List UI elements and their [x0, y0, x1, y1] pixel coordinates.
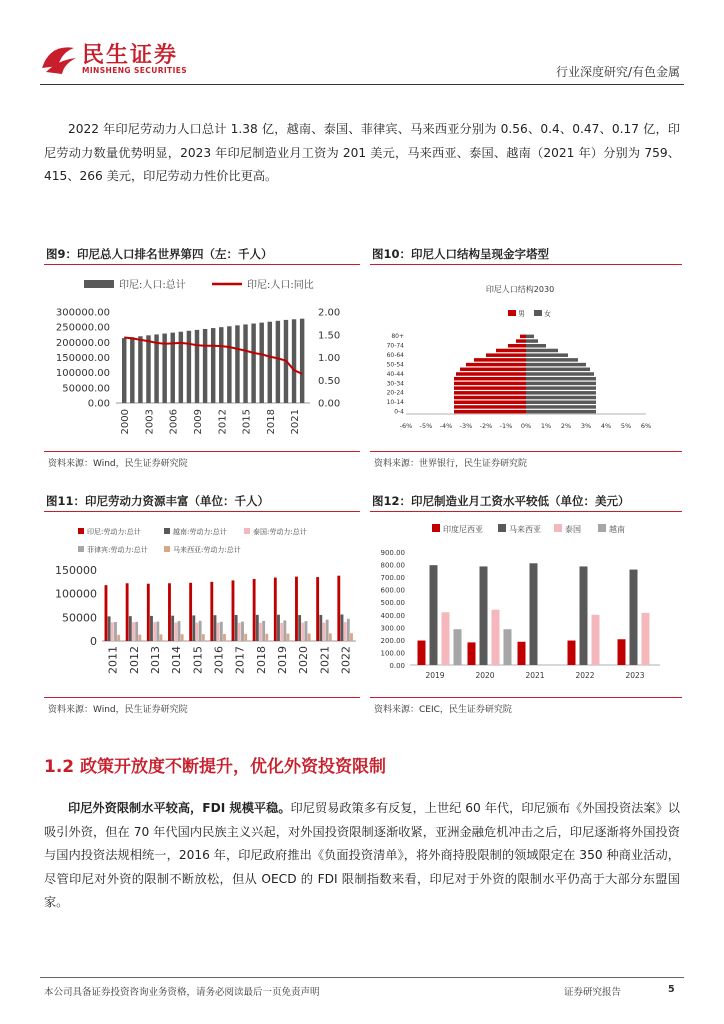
- bar-population: [195, 330, 199, 403]
- bar-labor-force: [202, 634, 205, 641]
- legend-label: 马来西亚: [509, 525, 541, 534]
- legend-label: 印尼:劳动力:总计: [87, 528, 141, 536]
- bar-labor-force: [347, 619, 350, 641]
- x-axis-tick: -1%: [499, 422, 513, 430]
- header-divider: [40, 84, 684, 85]
- bar-labor-force: [341, 614, 344, 641]
- y-axis-tick: 50000: [62, 611, 97, 625]
- bar-monthly-wage: [468, 642, 476, 665]
- y-axis-tick: 900.00: [380, 549, 405, 557]
- x-axis-tick: -2%: [479, 422, 493, 430]
- bar-labor-force: [337, 576, 340, 641]
- bar-labor-force: [168, 583, 171, 641]
- legend-swatch: [164, 546, 170, 552]
- bar-labor-force: [283, 620, 286, 641]
- fig12-bottom-rule: [370, 697, 682, 698]
- section-heading: 1.2 政策开放度不断提升，优化外资投资限制: [44, 757, 387, 777]
- x-axis-tick: -5%: [419, 422, 433, 430]
- age-tick: 80+: [391, 333, 404, 341]
- bar-labor-force: [256, 615, 259, 641]
- footer-disclaimer: 本公司具备证券投资咨询业务资格，请务必阅读最后一页免责声明: [44, 987, 320, 998]
- bar-monthly-wage: [592, 615, 600, 665]
- x-axis-tick: 2022: [339, 646, 353, 674]
- bar-labor-force: [232, 580, 235, 641]
- bar-labor-force: [196, 623, 199, 641]
- bar-population: [276, 321, 280, 403]
- x-axis-tick: 5%: [620, 422, 632, 430]
- x-axis-tick: -6%: [399, 422, 413, 430]
- x-axis-tick: 2012: [127, 646, 141, 674]
- bar-female: [526, 349, 558, 353]
- bar-labor-force: [287, 634, 290, 641]
- x-axis-tick: 2017: [233, 646, 247, 674]
- x-axis-tick: 2021: [318, 646, 332, 674]
- bar-male: [454, 410, 526, 414]
- bar-female: [526, 335, 534, 339]
- bar-female: [526, 405, 596, 409]
- bar-population: [251, 324, 255, 403]
- bar-monthly-wage: [492, 610, 500, 665]
- x-axis-tick: -4%: [439, 422, 453, 430]
- bar-labor-force: [238, 623, 241, 641]
- bar-labor-force: [189, 583, 192, 641]
- y-axis-tick: 400.00: [380, 611, 405, 620]
- x-axis-tick: 2018: [254, 646, 268, 674]
- bar-female: [526, 363, 586, 367]
- bar-labor-force: [265, 634, 268, 641]
- bar-female: [526, 382, 596, 386]
- brand-name-cn: 民生证券: [82, 43, 179, 68]
- bar-population: [227, 326, 231, 403]
- x-axis-tick: 2015: [191, 646, 205, 674]
- bar-female: [526, 368, 590, 372]
- bar-male: [456, 372, 526, 376]
- age-tick: 40-44: [386, 370, 404, 378]
- y-axis-tick: 300.00: [380, 624, 405, 633]
- bar-labor-force: [156, 622, 159, 641]
- fig9-source: 资料来源：Wind，民生证券研究院: [48, 459, 188, 469]
- y-axis-tick: 500.00: [380, 599, 405, 608]
- bar-labor-force: [259, 623, 262, 641]
- fig12-source: 资料来源：CEIC，民生证券研究院: [374, 705, 512, 715]
- bar-monthly-wage: [518, 642, 526, 665]
- bar-labor-force: [126, 583, 129, 641]
- brand-name-en: MINSHENG SECURITIES: [82, 66, 188, 75]
- x-axis-tick: 0%: [520, 422, 532, 430]
- bar-labor-force: [217, 623, 220, 641]
- legend-label-female: 女: [544, 310, 551, 318]
- legend-swatch: [498, 524, 506, 532]
- bar-labor-force: [220, 622, 223, 641]
- bar-labor-force: [132, 622, 135, 641]
- bar-labor-force: [244, 634, 247, 641]
- bar-monthly-wage: [630, 570, 638, 665]
- bar-female: [526, 372, 594, 376]
- fig9-title: 图9：印尼总人口排名世界第四（左：千人）: [46, 247, 273, 261]
- x-axis-tick: 6%: [640, 422, 652, 430]
- y-axis-tick: 800.00: [380, 561, 405, 570]
- bar-labor-force: [171, 616, 174, 641]
- right-axis-tick: 0.00: [318, 398, 341, 410]
- x-axis-tick: 2011: [106, 646, 120, 674]
- bar-population: [235, 325, 239, 403]
- policy-body: 印尼贸易政策多有反复，上世纪 60 年代，印尼颁布《外国投资法案》以吸引外资，但在 70 年代国内民族主义兴起，对外国投资限制逐渐收紧，亚洲金融危机冲击之后，印尼逐渐将外国投资与国内投资法规相统一，2016 年，印尼政府推出《负面投资清单》，将外商持股限制的领域限定在 350 种商业活动，尽管印尼对外资的限制不断放松，但从 OECD 的 FDI 限制指数来看，印尼对于外资的限制水平仍高于大部分东盟国家。: [44, 801, 680, 910]
- legend-swatch-population: [84, 280, 114, 288]
- x-axis-tick: 2021: [290, 409, 302, 435]
- footer-report-type: 证券研究报告: [564, 987, 622, 998]
- x-axis-tick: 2000: [120, 409, 132, 435]
- bar-labor-force: [329, 633, 332, 641]
- right-axis-tick: 0.50: [318, 375, 341, 387]
- fig10-chart: [370, 268, 682, 448]
- fig10-title: 图10：印尼人口结构呈现金字塔型: [372, 247, 550, 261]
- y-axis-tick: 200.00: [380, 636, 405, 645]
- fig10-source: 资料来源：世界银行，民生证券研究院: [374, 459, 528, 469]
- y-axis-tick: 600.00: [380, 586, 405, 595]
- bar-labor-force: [305, 621, 308, 641]
- fig9-top-rule: [44, 264, 360, 265]
- bar-labor-force: [135, 622, 138, 641]
- footer-divider: [40, 977, 684, 978]
- bar-population: [259, 323, 263, 403]
- fig11-chart: [44, 514, 362, 694]
- bar-male: [460, 368, 526, 372]
- legend-swatch: [78, 546, 84, 552]
- bar-monthly-wage: [530, 563, 538, 665]
- x-axis-tick: 2019: [275, 646, 289, 674]
- bar-monthly-wage: [442, 612, 450, 665]
- legend-swatch: [164, 528, 170, 534]
- bar-labor-force: [129, 616, 132, 641]
- bar-female: [526, 339, 538, 343]
- bar-male: [454, 386, 526, 390]
- legend-label-growth: 印尼:人口:同比: [247, 280, 314, 291]
- intro-paragraph: 2022 年印尼劳动力人口总计 1.38 亿，越南、泰国、菲律宾、马来西亚分别为 0.56、0.4、0.47、0.17 亿，印尼劳动力数量优势明显，2023 年印尼制造业月工资为 201 美元，马来西亚、泰国、越南（2021 年）分别为 759、415、266 美元，印尼劳动力性价比更高。: [44, 122, 680, 184]
- bar-population: [211, 328, 215, 403]
- bar-female: [526, 386, 596, 390]
- bar-female: [526, 396, 596, 400]
- bar-male: [454, 382, 526, 386]
- bar-labor-force: [235, 615, 238, 641]
- bar-labor-force: [192, 615, 195, 641]
- bar-labor-force: [199, 621, 202, 641]
- legend-label: 菲律宾:劳动力:总计: [87, 546, 148, 554]
- bar-labor-force: [350, 633, 353, 641]
- y-axis-tick: 150000: [55, 564, 97, 577]
- left-axis-tick: 150000.00: [55, 353, 110, 364]
- bar-monthly-wage: [568, 641, 576, 665]
- legend-label: 泰国: [565, 525, 581, 534]
- bar-male: [454, 400, 526, 404]
- y-axis-tick: 100000: [55, 587, 97, 601]
- bar-male: [496, 349, 526, 353]
- bar-male: [508, 344, 526, 348]
- fig12-title: 图12：印尼制造业月工资水平较低（单位：美元）: [372, 494, 630, 508]
- minsheng-logo-icon: [40, 42, 78, 76]
- bar-population: [219, 327, 223, 403]
- x-axis-tick: 2016: [212, 646, 226, 674]
- bar-population: [187, 331, 191, 403]
- bar-population: [300, 319, 304, 403]
- y-axis-tick: 700.00: [380, 574, 405, 583]
- legend-swatch: [432, 524, 440, 532]
- bar-female: [526, 358, 578, 362]
- left-axis-tick: 200000.00: [55, 337, 110, 349]
- bar-labor-force: [178, 621, 181, 641]
- legend-label: 越南:劳动力:总计: [173, 528, 227, 536]
- bar-monthly-wage: [454, 629, 462, 665]
- fig10-bottom-rule: [370, 451, 682, 452]
- x-axis-tick: 2020: [475, 671, 495, 680]
- fig10-top-rule: [370, 264, 682, 265]
- bar-labor-force: [323, 623, 326, 641]
- bar-labor-force: [223, 634, 226, 641]
- bar-labor-force: [280, 623, 283, 641]
- bar-monthly-wage: [618, 639, 626, 665]
- bar-labor-force: [138, 635, 141, 641]
- legend-swatch: [554, 524, 562, 532]
- bar-population: [154, 334, 158, 403]
- bar-labor-force: [117, 635, 120, 641]
- x-axis-tick: 2003: [144, 409, 156, 435]
- x-axis-tick: 2009: [193, 409, 205, 435]
- bar-labor-force: [181, 634, 184, 641]
- bar-monthly-wage: [480, 566, 488, 665]
- fig11-title: 图11：印尼劳动力资源丰富（单位：千人）: [46, 494, 270, 508]
- bar-population: [122, 338, 126, 403]
- x-axis-tick: 2013: [148, 646, 162, 674]
- bar-labor-force: [301, 623, 304, 641]
- bar-labor-force: [108, 616, 111, 641]
- legend-swatch: [244, 528, 250, 534]
- fig11-bottom-rule: [44, 697, 360, 698]
- bar-labor-force: [160, 634, 163, 641]
- legend-label: 马来西亚:劳动力:总计: [173, 546, 241, 554]
- fig9-chart: [44, 268, 362, 448]
- bar-monthly-wage: [642, 613, 650, 665]
- x-axis-tick: 2023: [625, 671, 645, 680]
- x-axis-tick: 2012: [217, 409, 229, 435]
- bar-labor-force: [111, 622, 114, 641]
- bar-labor-force: [147, 584, 150, 641]
- x-axis-tick: 2014: [170, 646, 184, 674]
- legend-swatch: [598, 524, 606, 532]
- age-tick: 50-54: [386, 361, 404, 369]
- bar-male: [454, 405, 526, 409]
- age-tick: 30-34: [386, 380, 404, 388]
- x-axis-tick: 2015: [241, 409, 253, 435]
- bar-male: [466, 363, 526, 367]
- bar-labor-force: [150, 616, 153, 641]
- legend-swatch-female: [534, 310, 542, 316]
- bar-labor-force: [153, 622, 156, 641]
- bar-population: [292, 319, 296, 403]
- bar-monthly-wage: [430, 565, 438, 665]
- bar-labor-force: [319, 615, 322, 641]
- pyramid-title: 印尼人口结构2030: [485, 285, 555, 294]
- x-axis-tick: 3%: [580, 422, 592, 430]
- bar-population: [138, 336, 142, 403]
- bar-male: [486, 353, 526, 357]
- bar-labor-force: [114, 622, 117, 641]
- bar-labor-force: [105, 585, 108, 641]
- bar-male: [516, 339, 526, 343]
- bar-male: [454, 377, 526, 381]
- age-tick: 20-24: [386, 389, 404, 397]
- x-axis-tick: 2018: [265, 409, 277, 435]
- legend-label: 印度尼西亚: [443, 525, 483, 534]
- x-axis-tick: 4%: [600, 422, 612, 430]
- y-axis-tick: 0.00: [389, 662, 405, 670]
- age-tick: 10-14: [386, 399, 404, 407]
- bar-female: [526, 400, 596, 404]
- bar-population: [268, 322, 272, 403]
- bar-labor-force: [210, 582, 213, 641]
- age-tick: 70-74: [386, 342, 404, 350]
- report-category: 行业深度研究/有色金属: [555, 65, 680, 79]
- bar-male: [454, 396, 526, 400]
- legend-swatch-male: [508, 310, 516, 316]
- fig12-top-rule: [370, 511, 682, 512]
- fig11-top-rule: [44, 511, 360, 512]
- bar-female: [526, 410, 596, 414]
- left-axis-tick: 100000.00: [55, 368, 110, 380]
- bar-female: [526, 377, 596, 381]
- x-axis-tick: 2022: [575, 671, 595, 680]
- x-axis-tick: 1%: [540, 422, 552, 430]
- fig12-chart: [370, 514, 682, 694]
- fig11-source: 资料来源：Wind，民生证券研究院: [48, 705, 188, 715]
- bar-monthly-wage: [418, 641, 426, 665]
- bar-monthly-wage: [504, 629, 512, 665]
- x-axis-tick: 2019: [425, 671, 445, 680]
- legend-label: 越南: [609, 525, 625, 534]
- left-axis-tick: 50000.00: [62, 383, 110, 395]
- legend-label-population: 印尼:人口:总计: [119, 280, 186, 291]
- x-axis-tick: 2021: [525, 671, 545, 680]
- page-number: 5: [668, 984, 675, 995]
- bar-male: [520, 335, 526, 339]
- legend-label: 泰国:劳动力:总计: [253, 528, 307, 536]
- bar-labor-force: [316, 577, 319, 641]
- bar-labor-force: [298, 615, 301, 641]
- bar-female: [526, 353, 568, 357]
- bar-labor-force: [277, 615, 280, 641]
- bar-labor-force: [295, 577, 298, 641]
- policy-paragraph: [44, 797, 680, 915]
- x-axis-tick: 2020: [297, 646, 311, 674]
- bar-male: [454, 391, 526, 395]
- bar-male: [474, 358, 526, 362]
- bar-labor-force: [326, 620, 329, 641]
- bar-labor-force: [253, 579, 256, 641]
- bar-labor-force: [262, 621, 265, 641]
- left-axis-tick: 0.00: [87, 398, 110, 410]
- policy-lead: 印尼外资限制水平较高，FDI 规模平稳。: [68, 801, 291, 815]
- x-axis-tick: 2006: [168, 409, 180, 435]
- y-axis-tick: 0: [90, 635, 97, 648]
- age-tick: 0-4: [394, 408, 404, 416]
- legend-swatch: [78, 528, 84, 534]
- bar-population: [146, 335, 150, 403]
- bar-labor-force: [274, 578, 277, 641]
- right-axis-tick: 1.50: [318, 330, 341, 342]
- right-axis-tick: 2.00: [318, 307, 341, 319]
- bar-labor-force: [214, 615, 217, 641]
- bar-labor-force: [344, 622, 347, 641]
- legend-label-male: 男: [518, 310, 525, 318]
- bar-female: [526, 391, 596, 395]
- y-axis-tick: 100.00: [380, 649, 405, 658]
- bar-population: [243, 324, 247, 403]
- x-axis-tick: -3%: [459, 422, 473, 430]
- bar-population: [130, 337, 134, 403]
- bar-labor-force: [241, 622, 244, 641]
- bar-labor-force: [174, 623, 177, 641]
- x-axis-tick: 2%: [560, 422, 572, 430]
- bar-labor-force: [308, 634, 311, 641]
- age-tick: 60-64: [386, 352, 404, 360]
- bar-monthly-wage: [580, 566, 588, 665]
- bar-female: [526, 344, 546, 348]
- left-axis-tick: 300000.00: [55, 307, 110, 319]
- fig9-bottom-rule: [44, 451, 360, 452]
- left-axis-tick: 250000.00: [55, 322, 110, 334]
- bar-population: [203, 329, 207, 403]
- right-axis-tick: 1.00: [318, 353, 341, 364]
